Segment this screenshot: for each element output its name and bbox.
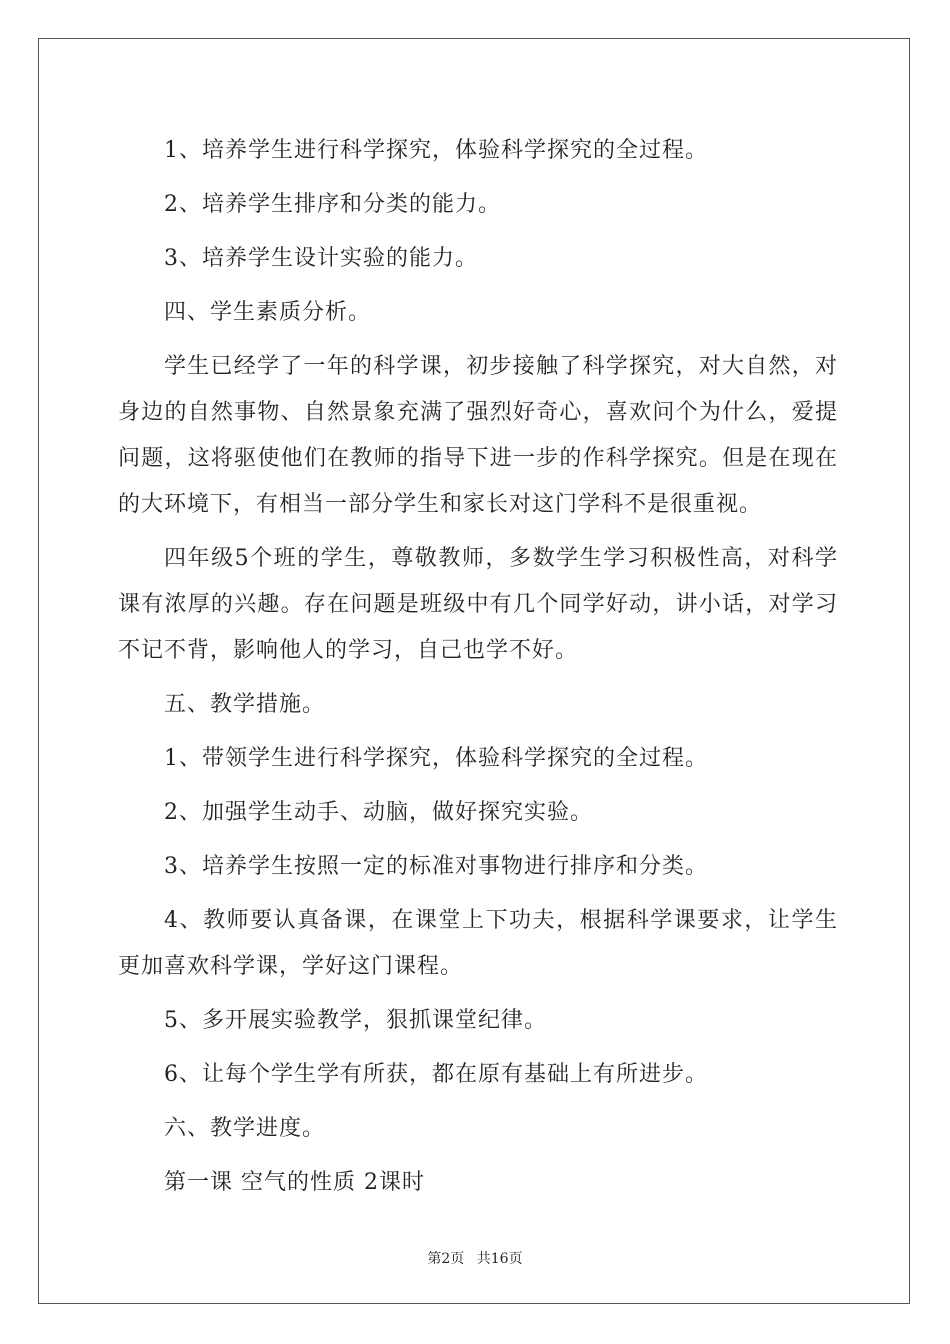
paragraph-student-analysis-2: 四年级5个班的学生，尊敬教师，多数学生学习积极性高，对科学课有浓厚的兴趣。存在问题是班级中有几个同学好动，讲小话，对学习不记不背，影响他人的学习，自己也学不好。: [118, 546, 838, 663]
paragraph-measure-6: 6、让每个学生学有所获，都在原有基础上有所进步。: [164, 1062, 708, 1087]
paragraph-goal-3: 3、培养学生设计实验的能力。: [164, 246, 478, 271]
section-heading-teaching-measures: 五、教学措施。: [164, 692, 326, 717]
paragraph-measure-4: 4、教师要认真备课，在课堂上下功夫，根据科学课要求，让学生更加喜欢科学课，学好这门课程。: [118, 908, 838, 979]
paragraph-goal-2: 2、培养学生排序和分类的能力。: [164, 192, 501, 217]
section-heading-schedule: 六、教学进度。: [164, 1116, 326, 1141]
document-body: [118, 128, 838, 1214]
paragraph-measure-5: 5、多开展实验教学，狠抓课堂纪律。: [164, 1008, 547, 1033]
paragraph-measure-2: 2、加强学生动手、动脑，做好探究实验。: [164, 800, 593, 825]
page-number: 第2页: [427, 1251, 465, 1267]
paragraph-measure-3: 3、培养学生按照一定的标准对事物进行排序和分类。: [164, 854, 708, 879]
section-heading-student-analysis: 四、学生素质分析。: [164, 300, 372, 325]
paragraph-goal-1: 1、培养学生进行科学探究，体验科学探究的全过程。: [164, 138, 708, 163]
paragraph-student-analysis-1: 学生已经学了一年的科学课，初步接触了科学探究，对大自然，对身边的自然事物、自然景象充满了强烈好奇心，喜欢问个为什么，爱提问题，这将驱使他们在教师的指导下进一步的作科学探究。但是在现在的大环境下，有相当一部分学生和家长对这门学科不是很重视。: [118, 354, 838, 517]
page-footer: [0, 1248, 950, 1268]
paragraph-lesson-1: 第一课 空气的性质 2课时: [164, 1170, 425, 1195]
page-total: 共16页: [476, 1251, 523, 1267]
paragraph-measure-1: 1、带领学生进行科学探究，体验科学探究的全过程。: [164, 746, 708, 771]
